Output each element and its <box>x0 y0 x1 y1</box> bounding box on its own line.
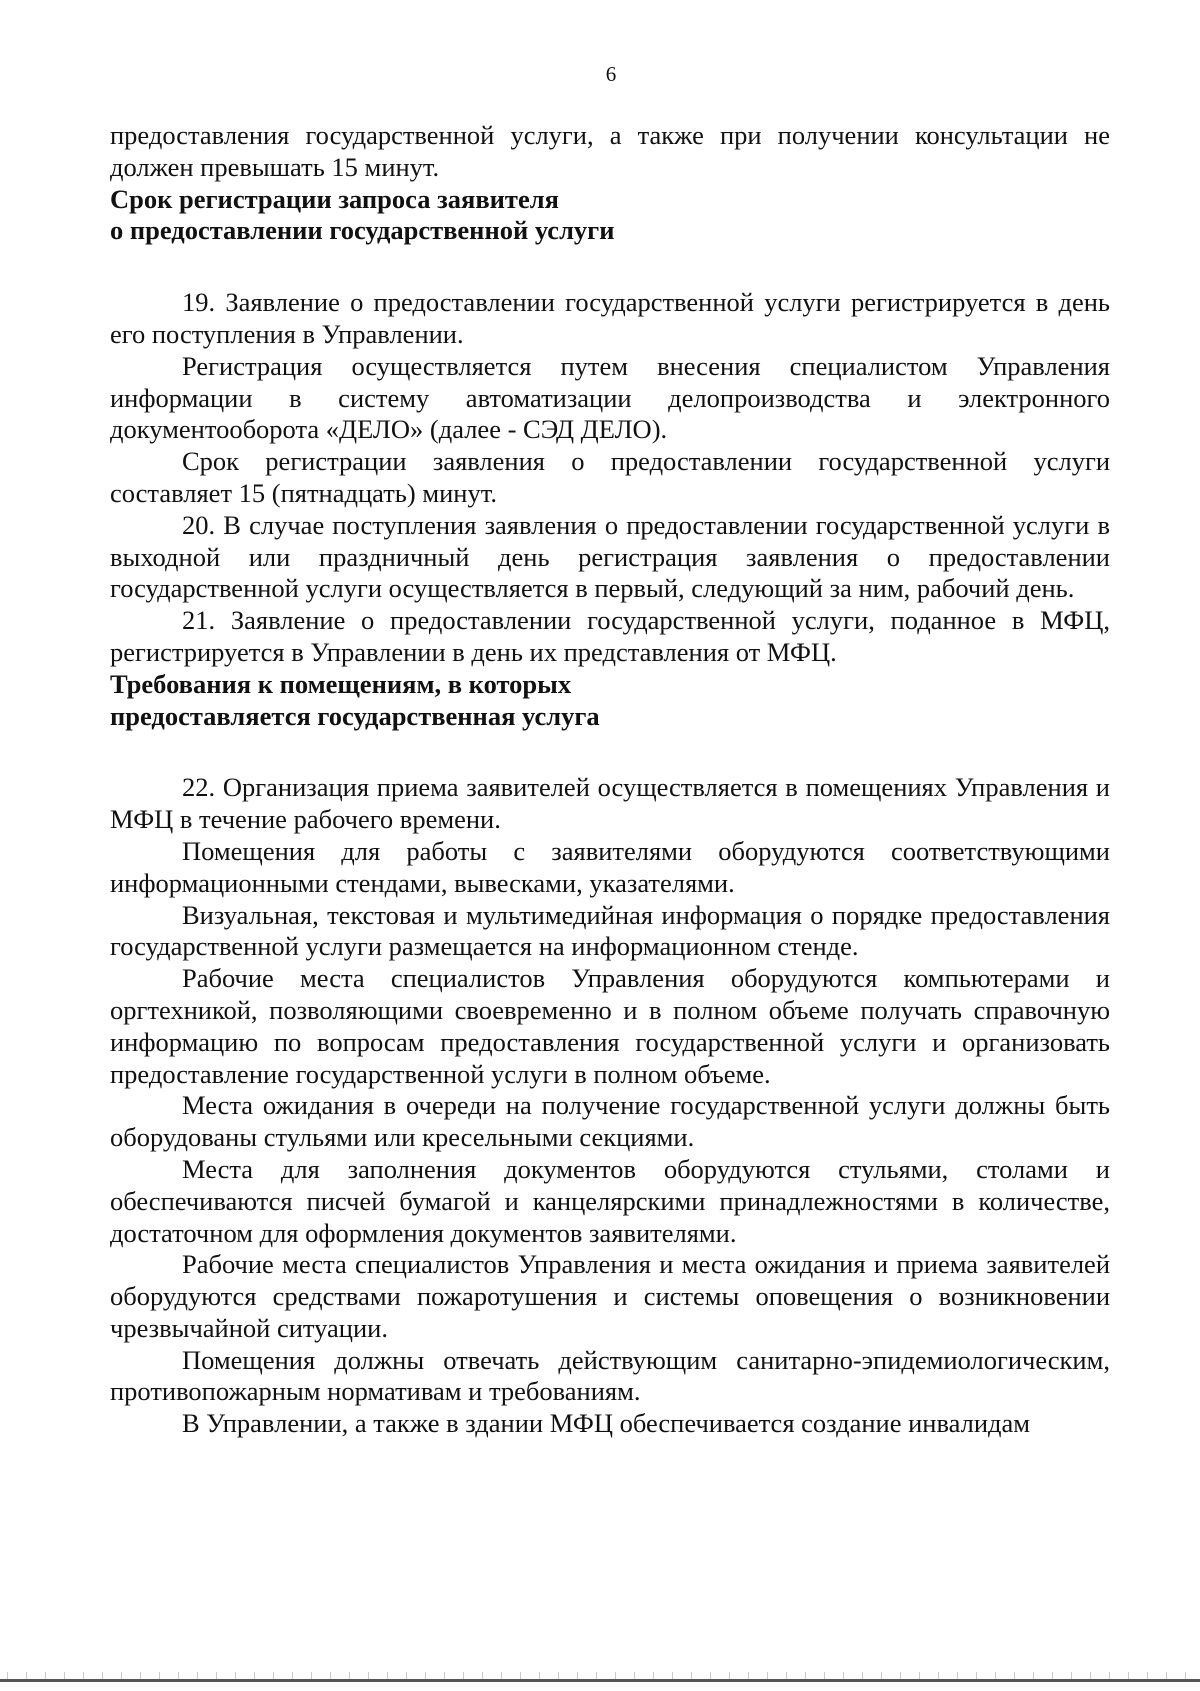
paragraph-registration-method: Регистрация осуществляется путем внесения специалистом Управления информации в систему автоматизации делопроизводства и электронного документооборота «ДЕЛО» (далее - СЭД ДЕЛО). <box>110 350 1110 445</box>
paragraph-fire-safety: Рабочие места специалистов Управления и места ожидания и приема заявителей оборудуются средствами пожаротушения и системы оповещения о возникновении чрезвычайной ситуации. <box>110 1249 1110 1343</box>
paragraph-waiting-places: Места ожидания в очереди на получение государственной услуги должны быть оборудованы стульями или кресельными секциями. <box>110 1090 1110 1153</box>
paragraph-21: 21. Заявление о предоставлении государственной услуги, поданное в МФЦ, регистрируется в Управлении в день их представления от МФЦ. <box>110 605 1110 667</box>
paragraph-accessibility: В Управлении, а также в здании МФЦ обеспечивается создание инвалидам <box>182 1408 1031 1439</box>
intro-paragraph: предоставления государственной услуги, а также при получении консультации не должен превышать 15 минут. <box>110 120 1110 182</box>
section-heading-registration-line1: Срок регистрации запроса заявителя <box>110 183 559 214</box>
paragraph-sanitary: Помещения должны отвечать действующим санитарно-эпидемиологическим, противопожарным нормативам и требованиям. <box>110 1344 1110 1407</box>
scan-edge-line <box>0 1679 1200 1682</box>
paragraph-workplaces: Рабочие места специалистов Управления оборудуются компьютерами и оргтехникой, позволяющими своевременно и в полном объеме получать справочную информацию по вопросам предоставления государственной услуги и организовать предоставление государственной услуги в полном объеме. <box>110 963 1110 1089</box>
spacer <box>110 732 1110 772</box>
section-heading-registration-line2: о предоставлении государственной услуги <box>110 215 615 246</box>
paragraph-19: 19. Заявление о предоставлении государственной услуги регистрируется в день его поступления в Управлении. <box>110 287 1110 349</box>
spacer <box>110 247 1110 287</box>
document-body <box>110 120 1110 1440</box>
paragraph-filling-places: Места для заполнения документов оборудуются стульями, столами и обеспечиваются писчей бумагой и канцелярскими принадлежностями в количестве, достаточном для оформления документов заявителями. <box>110 1153 1110 1248</box>
paragraph-registration-term: Срок регистрации заявления о предоставлении государственной услуги составляет 15 (пятнадцать) минут. <box>110 446 1110 508</box>
page-number: 6 <box>605 62 617 86</box>
section-heading-premises-line1: Требования к помещениям, в которых <box>110 668 572 699</box>
section-heading-premises-line2: предоставляется государственная услуга <box>110 700 600 731</box>
paragraph-visual-info: Визуальная, текстовая и мультимедийная информация о порядке предоставления государственной услуги размещается на информационном стенде. <box>110 899 1110 962</box>
paragraph-stands: Помещения для работы с заявителями оборудуются соответствующими информационными стендами, вывесками, указателями. <box>110 835 1110 898</box>
paragraph-20: 20. В случае поступления заявления о предоставлении государственной услуги в выходной или праздничный день регистрация заявления о предоставлении государственной услуги осуществляется в первый, следующий за ним, рабочий день. <box>110 509 1110 604</box>
paragraph-22: 22. Организация приема заявителей осуществляется в помещениях Управления и МФЦ в течение рабочего времени. <box>110 772 1110 835</box>
